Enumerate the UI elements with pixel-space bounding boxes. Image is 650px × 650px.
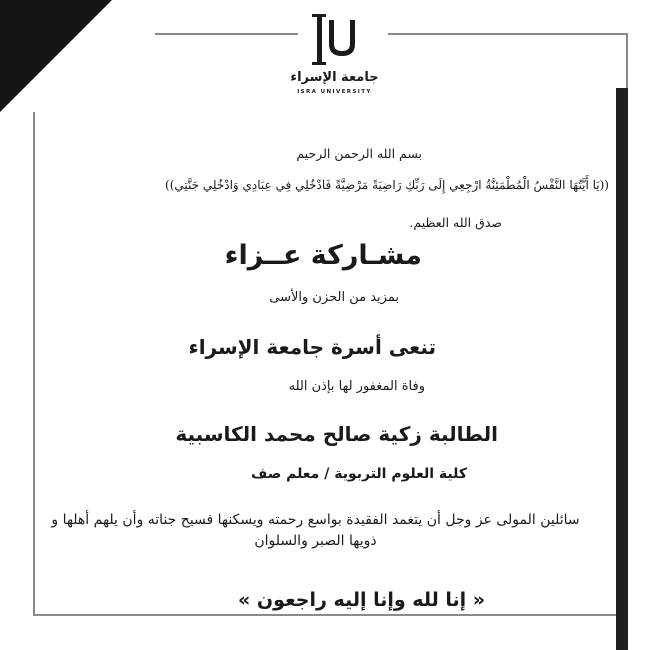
frame-top-right-line: [388, 33, 628, 35]
isra-logo-mark-icon: [309, 12, 359, 68]
basmala-text: بسم الله الرحمن الرحيم: [296, 146, 422, 161]
death-notice-text: وفاة المغفور لها بإذن الله: [288, 379, 425, 394]
sadaq-text: صدق الله العظيم.: [409, 215, 502, 230]
announcer-text: تنعى أسرة جامعة الإسراء: [188, 335, 436, 359]
frame-bottom-line: [33, 614, 628, 616]
frame-left-line: [33, 112, 35, 616]
frame-top-left-line: [155, 33, 298, 35]
logo-english-text: ISRA UNIVERSITY: [297, 89, 372, 95]
faculty-text: كلية العلوم التربوية / معلم صف: [251, 466, 467, 482]
student-name: الطالبة زكية صالح محمد الكاسبية: [175, 422, 498, 446]
prayer-text: سائلين المولى عز وجل أن يتغمد الفقيدة بواسع رحمته ويسكنها فسيح جناته وأن يلهم أهلها و ذويها الصبر والسلوان: [51, 512, 580, 549]
closing-verse: « إنا لله وإنا إليه راجعون »: [238, 589, 485, 611]
university-logo: [287, 12, 382, 97]
condolence-title: مشـاركة عــزاء: [224, 240, 422, 271]
quran-verse-text: ((يَا أَيَّتُهَا النَّفْسُ الْمُطْمَئِنَّةُ ارْجِعِي إِلَى رَبِّكِ رَاضِيَةً مَرْضِيَّةً فَادْخُلِي فِي عِبَادِي وَادْخُلِي جَنَّتِي)): [165, 178, 609, 192]
corner-decoration: [0, 0, 112, 112]
logo-arabic-text: جامعة الإسراء: [290, 70, 379, 85]
intro-text: بمزيد من الحزن والأسى: [269, 290, 399, 305]
right-side-bar: [616, 88, 628, 650]
